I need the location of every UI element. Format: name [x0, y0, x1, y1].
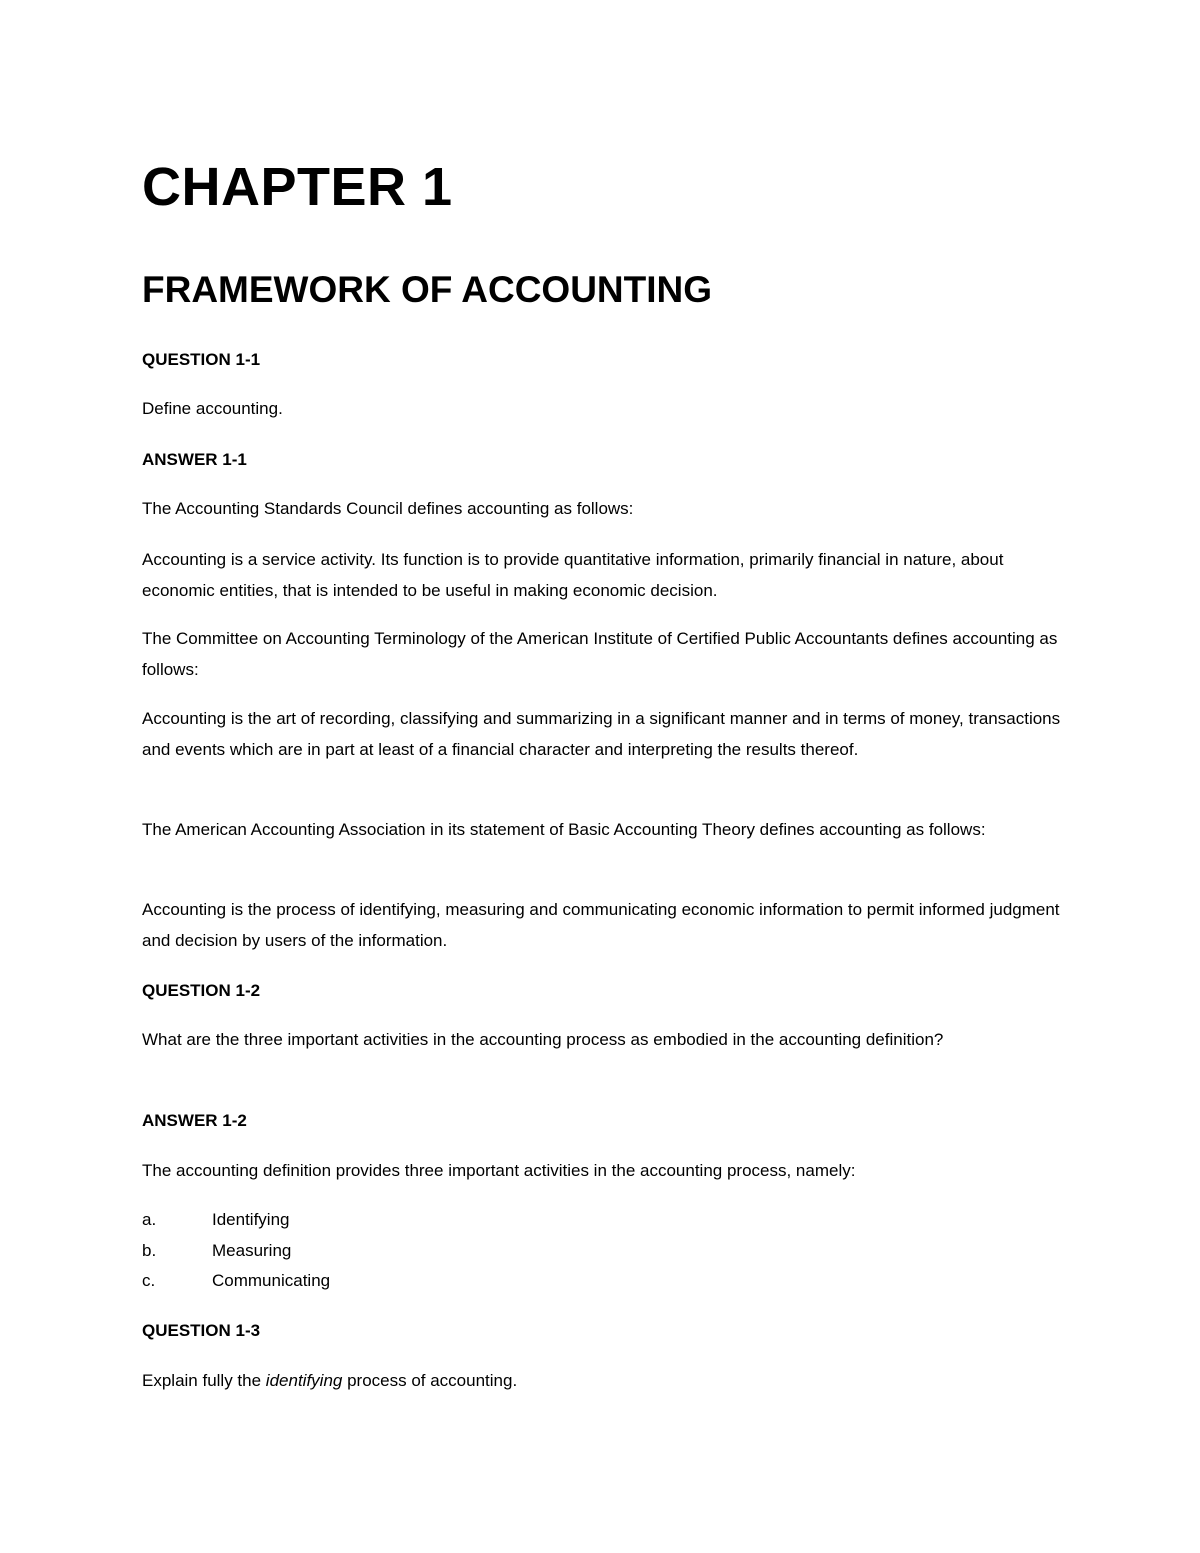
- question-1-3-text-emphasis: identifying: [265, 1371, 343, 1390]
- list-item: [142, 1205, 330, 1236]
- chapter-title: CHAPTER 1: [142, 157, 453, 217]
- question-1-3-heading: QUESTION 1-3: [142, 1321, 261, 1340]
- answer-1-1-paragraph-2: Accounting is a service activity. Its function is to provide quantitative information, primarily financial in nature, about economic entities, that is intended to be useful in making economic decision.: [142, 550, 1004, 600]
- answer-1-2-heading: ANSWER 1-2: [142, 1111, 247, 1130]
- activities-list: [142, 1205, 330, 1297]
- list-item-text: Communicating: [212, 1271, 331, 1290]
- question-1-3-text: [142, 1366, 1062, 1397]
- answer-1-1-paragraph-1: The Accounting Standards Council defines accounting as follows:: [142, 499, 634, 518]
- list-item: [142, 1236, 330, 1267]
- list-item: [142, 1266, 330, 1297]
- question-1-2-heading: QUESTION 1-2: [142, 981, 261, 1000]
- answer-1-1-paragraph-6: Accounting is the process of identifying, measuring and communicating economic information to permit informed judgment and decision by users of the information.: [142, 900, 1060, 950]
- list-item-text: Identifying: [212, 1210, 290, 1229]
- answer-1-1-paragraph-3: The Committee on Accounting Terminology of the American Institute of Certified Public Accountants defines accounting as follows:: [142, 629, 1058, 679]
- question-1-1-heading: QUESTION 1-1: [142, 350, 261, 369]
- answer-1-1-heading: ANSWER 1-1: [142, 450, 247, 469]
- question-1-1-text: Define accounting.: [142, 399, 283, 418]
- question-1-2-text: What are the three important activities in the accounting process as embodied in the accounting definition?: [142, 1030, 944, 1049]
- list-item-text: Measuring: [212, 1240, 292, 1260]
- list-marker: c.: [142, 1271, 156, 1290]
- answer-1-1-paragraph-5: The American Accounting Association in its statement of Basic Accounting Theory defines accounting as follows:: [142, 820, 986, 839]
- question-1-3-text-start: Explain fully the: [142, 1371, 266, 1390]
- answer-1-2-paragraph-1: The accounting definition provides three important activities in the accounting process, namely:: [142, 1161, 856, 1180]
- list-marker: b.: [142, 1240, 157, 1260]
- question-1-3-text-end: process of accounting.: [342, 1371, 518, 1390]
- answer-1-1-paragraph-4: Accounting is the art of recording, classifying and summarizing in a significant manner and in terms of money, transactions and events which are in part at least of a financial character and interpreting the results thereof.: [142, 709, 1061, 759]
- chapter-subtitle: FRAMEWORK OF ACCOUNTING: [142, 269, 713, 310]
- list-marker: a.: [142, 1210, 157, 1229]
